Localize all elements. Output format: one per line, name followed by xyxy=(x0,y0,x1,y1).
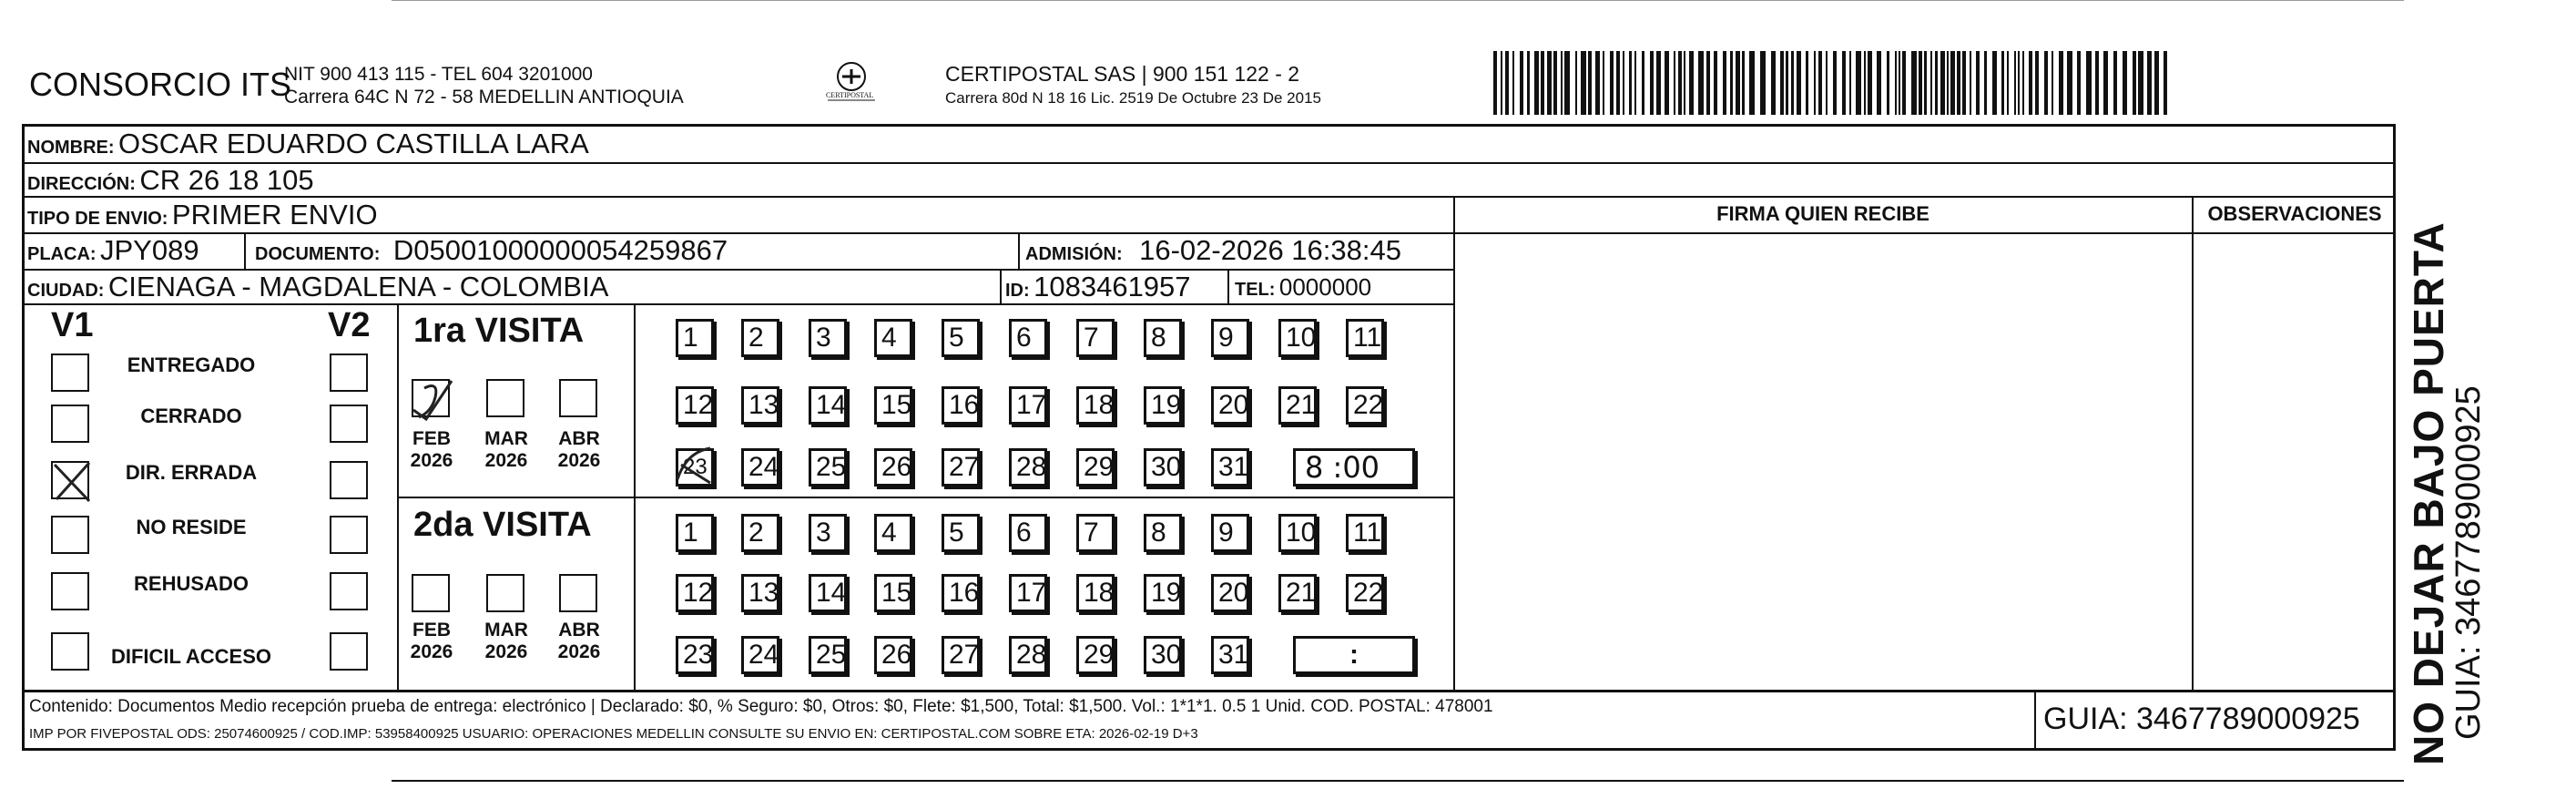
barcode-bar xyxy=(1527,51,1530,115)
nombre-value: OSCAR EDUARDO CASTILLA LARA xyxy=(118,128,589,159)
barcode-bar xyxy=(1742,51,1745,115)
barcode-bar xyxy=(2052,51,2053,115)
row-line xyxy=(24,303,1453,305)
v1-checkbox[interactable] xyxy=(51,572,89,610)
second-visit-title: 2da VISITA xyxy=(413,506,592,544)
barcode-bar xyxy=(1984,51,1987,115)
v1-header: V1 xyxy=(51,306,94,344)
barcode-bar xyxy=(1595,51,1600,115)
barcode-bar xyxy=(2154,51,2159,115)
day-box[interactable]: 28 xyxy=(1009,636,1047,674)
month-checkbox[interactable] xyxy=(412,574,450,612)
day-box[interactable]: 11 xyxy=(1346,514,1384,552)
handwritten-mark-day xyxy=(674,443,719,488)
month-name: FEB xyxy=(412,428,451,449)
month-label xyxy=(552,428,606,472)
month-checkbox[interactable] xyxy=(559,379,597,417)
barcode-bar xyxy=(1992,51,1997,115)
day-box[interactable]: 31 xyxy=(1211,448,1249,487)
day-box[interactable]: 10 xyxy=(1278,514,1317,552)
barcode-bar xyxy=(2138,51,2143,115)
barcode-bar xyxy=(1771,51,1776,115)
day-box[interactable]: 8 xyxy=(1144,514,1182,552)
barcode-bar xyxy=(1868,51,1872,115)
day-box[interactable]: 20 xyxy=(1211,574,1249,612)
direccion-row xyxy=(27,164,314,197)
direccion-label: DIRECCIÓN: xyxy=(27,174,136,194)
day-box[interactable]: 15 xyxy=(874,574,912,612)
handwritten-x-dir-errada xyxy=(49,459,95,505)
day-box[interactable]: 13 xyxy=(741,386,779,425)
month-label xyxy=(479,428,534,472)
barcode-bar xyxy=(1797,51,1801,115)
carrier-line1: CERTIPOSTAL SAS | 900 151 122 - 2 xyxy=(945,62,1300,86)
placa-cell xyxy=(27,234,199,267)
barcode-bar xyxy=(1534,51,1539,115)
barcode-bar xyxy=(2077,51,2081,115)
barcode-bar xyxy=(1940,51,1945,115)
day-box[interactable]: 9 xyxy=(1211,319,1249,357)
status-label: ENTREGADO xyxy=(127,354,256,376)
barcode-bar xyxy=(2164,51,2167,115)
day-box[interactable]: 21 xyxy=(1278,386,1317,425)
no-dejar-bajo-puerta: NO DEJAR BAJO PUERTA xyxy=(2405,221,2452,765)
col-line xyxy=(1000,269,1002,303)
barcode-bar xyxy=(1856,51,1861,115)
month-year: 2026 xyxy=(410,450,453,471)
barcode-bar xyxy=(1623,51,1624,115)
first-visit-time[interactable]: 8 :00 xyxy=(1293,448,1415,487)
barcode-bar xyxy=(1714,51,1717,115)
id-value: 1083461957 xyxy=(1033,271,1191,302)
barcode-bar xyxy=(1698,51,1704,115)
day-box[interactable]: 15 xyxy=(874,386,912,425)
logo-text: CERTIPOSTAL xyxy=(826,91,874,99)
nombre-label: NOMBRE: xyxy=(27,138,115,158)
day-box[interactable]: 30 xyxy=(1144,636,1182,674)
tipo-label: TIPO DE ENVIO: xyxy=(27,209,168,229)
barcode-bar xyxy=(1935,51,1938,115)
top-rule xyxy=(392,0,2404,1)
tipo-value: PRIMER ENVIO xyxy=(171,199,378,231)
day-box[interactable]: 1 xyxy=(676,514,714,552)
barcode-bar xyxy=(1902,51,1906,115)
day-box[interactable]: 11 xyxy=(1346,319,1384,357)
v1-checkbox[interactable] xyxy=(51,632,89,671)
barcode-bar xyxy=(1930,51,1932,115)
barcode-bar xyxy=(1564,51,1570,115)
barcode-bar xyxy=(1957,51,1960,115)
day-box[interactable]: 12 xyxy=(676,574,714,612)
month-year: 2026 xyxy=(484,450,528,471)
col-line xyxy=(1453,196,1455,690)
barcode-bar xyxy=(1581,51,1586,115)
day-box[interactable]: 16 xyxy=(942,386,980,425)
barcode-bar xyxy=(1575,51,1577,115)
barcode-bar xyxy=(2123,51,2127,115)
admision-value: 16-02-2026 16:38:45 xyxy=(1139,234,1401,266)
v2-checkbox[interactable] xyxy=(330,632,368,671)
day-box[interactable]: 6 xyxy=(1009,319,1047,357)
day-box[interactable]: 20 xyxy=(1211,386,1249,425)
documento-label: DOCUMENTO: xyxy=(255,244,381,264)
barcode-bar xyxy=(1947,51,1949,115)
side-guia: GUIA: 3467789000925 xyxy=(2449,385,2488,740)
barcode-bar xyxy=(2001,51,2004,115)
day-box[interactable]: 3 xyxy=(809,514,847,552)
guia-box-line xyxy=(2034,690,2036,751)
day-box[interactable]: 17 xyxy=(1009,386,1047,425)
barcode-bar xyxy=(1826,51,1828,115)
barcode-bar xyxy=(1791,51,1794,115)
status-label: NO RESIDE xyxy=(136,516,247,538)
barcode-bar xyxy=(1950,51,1955,115)
day-box[interactable]: 13 xyxy=(741,574,779,612)
company-name: CONSORCIO ITS xyxy=(29,66,292,103)
day-box[interactable]: 6 xyxy=(1009,514,1047,552)
month-label xyxy=(404,620,459,663)
barcode-bar xyxy=(1629,51,1632,115)
day-box[interactable]: 24 xyxy=(741,636,779,674)
barcode-bar xyxy=(2044,51,2048,115)
id-cell xyxy=(1005,271,1191,303)
day-box[interactable]: 28 xyxy=(1009,448,1047,487)
month-label xyxy=(552,620,606,663)
barcode-bar xyxy=(1780,51,1784,115)
footer-line xyxy=(24,690,2394,692)
v2-header: V2 xyxy=(328,306,371,344)
month-name: MAR xyxy=(484,620,528,640)
v2-checkbox[interactable] xyxy=(330,461,368,499)
barcode-bar xyxy=(1547,51,1552,115)
day-box[interactable]: 26 xyxy=(874,448,912,487)
day-box[interactable]: 21 xyxy=(1278,574,1317,612)
barcode-bar xyxy=(1706,51,1710,115)
month-checkbox[interactable] xyxy=(559,574,597,612)
tel-cell xyxy=(1235,273,1371,302)
day-box[interactable]: 25 xyxy=(809,448,847,487)
barcode-bar xyxy=(1665,51,1669,115)
carrier-line2: Carrera 80d N 18 16 Lic. 2519 De Octubre 23 De 2015 xyxy=(945,89,1321,107)
month-name: ABR xyxy=(558,428,600,449)
tipo-row xyxy=(27,199,378,231)
barcode-bar xyxy=(1656,51,1661,115)
row-line xyxy=(24,196,2394,198)
barcode-bar xyxy=(1818,51,1822,115)
day-box[interactable]: 24 xyxy=(741,448,779,487)
barcode-bar xyxy=(2014,51,2016,115)
col-line xyxy=(2192,196,2194,690)
barcode-bar xyxy=(1603,51,1604,115)
barcode-bar xyxy=(1588,51,1592,115)
barcode-bar xyxy=(1689,51,1694,115)
barcode-bar xyxy=(1736,51,1740,115)
v1-checkbox[interactable] xyxy=(51,354,89,392)
month-label xyxy=(404,428,459,472)
footer-print-info: IMP POR FIVEPOSTAL ODS: 25074600925 / COD.IMP: 53958400925 USUARIO: OPERACIONES MEDELLIN CONSULTE SU ENVIO EN: CERTIPOSTAL.COM SOBRE ETA: 2026-02-19 D+3 xyxy=(29,726,1198,742)
barcode-bar xyxy=(1887,51,1889,115)
barcode-bar xyxy=(2018,51,2020,115)
barcode-bar xyxy=(1616,51,1620,115)
placa-value: JPY089 xyxy=(100,234,199,266)
month-year: 2026 xyxy=(557,450,601,471)
v2-checkbox[interactable] xyxy=(330,354,368,392)
company-line2: Carrera 64C N 72 - 58 MEDELLIN ANTIOQUIA xyxy=(284,87,684,108)
barcode-bar xyxy=(1924,51,1927,115)
barcode-bar xyxy=(1678,51,1682,115)
month-name: FEB xyxy=(412,620,451,640)
day-box[interactable]: 19 xyxy=(1144,386,1182,425)
v2-checkbox[interactable] xyxy=(330,405,368,443)
day-box[interactable]: 5 xyxy=(942,319,980,357)
month-name: ABR xyxy=(558,620,600,640)
barcode-bar xyxy=(1877,51,1881,115)
day-box[interactable]: 23 xyxy=(676,448,714,487)
ciudad-cell xyxy=(27,271,608,303)
barcode-bar xyxy=(1749,51,1755,115)
day-box[interactable]: 8 xyxy=(1144,319,1182,357)
company-line1: NIT 900 413 115 - TEL 604 3201000 xyxy=(284,64,593,85)
day-box[interactable]: 19 xyxy=(1144,574,1182,612)
v1-checkbox[interactable] xyxy=(51,516,89,554)
bottom-rule xyxy=(392,780,2404,782)
barcode-bar xyxy=(2147,51,2152,115)
day-box[interactable]: 9 xyxy=(1211,514,1249,552)
day-box[interactable]: 12 xyxy=(676,386,714,425)
barcode-bar xyxy=(2007,51,2009,115)
status-label: CERRADO xyxy=(140,405,242,427)
month-checkbox[interactable] xyxy=(486,379,524,417)
day-box[interactable]: 14 xyxy=(809,574,847,612)
day-box[interactable]: 2 xyxy=(741,319,779,357)
barcode xyxy=(1493,51,2172,115)
ciudad-value: CIENAGA - MAGDALENA - COLOMBIA xyxy=(107,271,609,302)
barcode-bar xyxy=(1512,51,1514,115)
tel-label: TEL: xyxy=(1235,280,1276,300)
day-box[interactable]: 25 xyxy=(809,636,847,674)
barcode-bar xyxy=(1561,51,1563,115)
id-label: ID: xyxy=(1005,281,1030,301)
barcode-bar xyxy=(1833,51,1837,115)
barcode-bar xyxy=(2059,51,2063,115)
day-box[interactable]: 3 xyxy=(809,319,847,357)
barcode-bar xyxy=(1970,51,1971,115)
barcode-bar xyxy=(1520,51,1523,115)
v2-checkbox[interactable] xyxy=(330,516,368,554)
day-box[interactable]: 2 xyxy=(741,514,779,552)
barcode-bar xyxy=(1553,51,1557,115)
admision-cell xyxy=(1025,234,1401,267)
barcode-bar xyxy=(1786,51,1788,115)
barcode-bar xyxy=(2103,51,2108,115)
second-visit-time[interactable]: : xyxy=(1293,636,1415,674)
v1-checkbox[interactable] xyxy=(51,405,89,443)
barcode-bar xyxy=(2086,51,2092,115)
barcode-bar xyxy=(1505,51,1509,115)
firma-header: FIRMA QUIEN RECIBE xyxy=(1716,202,1929,225)
barcode-bar xyxy=(2067,51,2072,115)
day-box[interactable]: 17 xyxy=(1009,574,1047,612)
day-box[interactable]: 29 xyxy=(1076,636,1115,674)
barcode-bar xyxy=(2035,51,2039,115)
barcode-bar xyxy=(1814,51,1816,115)
day-box[interactable]: 22 xyxy=(1346,386,1384,425)
barcode-bar xyxy=(2113,51,2117,115)
barcode-bar xyxy=(1849,51,1851,115)
month-name: MAR xyxy=(484,428,528,449)
footer-guia: GUIA: 3467789000925 xyxy=(2043,702,2360,736)
day-box[interactable]: 29 xyxy=(1076,448,1115,487)
barcode-bar xyxy=(1806,51,1808,115)
barcode-bar xyxy=(1976,51,1980,115)
day-box[interactable]: 30 xyxy=(1144,448,1182,487)
barcode-bar xyxy=(1650,51,1654,115)
day-box[interactable]: 7 xyxy=(1076,514,1115,552)
row-line xyxy=(24,162,2394,164)
visit-divider xyxy=(397,497,1453,498)
first-visit-title: 1ra VISITA xyxy=(413,312,585,350)
barcode-bar xyxy=(1919,51,1922,115)
month-year: 2026 xyxy=(410,641,453,662)
ciudad-label: CIUDAD: xyxy=(27,281,105,301)
day-box[interactable]: 4 xyxy=(874,514,912,552)
barcode-bar xyxy=(1501,51,1502,115)
tel-value: 0000000 xyxy=(1278,273,1372,301)
status-label: DIR. ERRADA xyxy=(125,461,258,484)
barcode-bar xyxy=(2095,51,2099,115)
col-line xyxy=(1018,232,1020,269)
documento-value: D05001000000054259867 xyxy=(392,234,728,266)
barcode-bar xyxy=(1899,51,1900,115)
day-box[interactable]: 26 xyxy=(874,636,912,674)
placa-label: PLACA: xyxy=(27,244,97,264)
barcode-bar xyxy=(2029,51,2032,115)
barcode-bar xyxy=(1674,51,1675,115)
day-box[interactable]: 27 xyxy=(942,448,980,487)
month-year: 2026 xyxy=(557,641,601,662)
month-label xyxy=(479,620,534,663)
day-box[interactable]: 31 xyxy=(1211,636,1249,674)
barcode-bar xyxy=(1962,51,1966,115)
nombre-row xyxy=(27,128,589,160)
barcode-bar xyxy=(2022,51,2024,115)
status-label: DIFICIL ACCESO xyxy=(110,645,271,668)
day-box[interactable]: 14 xyxy=(809,386,847,425)
barcode-bar xyxy=(1760,51,1766,115)
day-box[interactable]: 23 xyxy=(676,636,714,674)
barcode-bar xyxy=(1684,51,1685,115)
day-box[interactable]: 16 xyxy=(942,574,980,612)
status-label: REHUSADO xyxy=(134,572,249,595)
day-box[interactable]: 7 xyxy=(1076,319,1115,357)
direccion-value: CR 26 18 105 xyxy=(139,164,314,196)
col-line xyxy=(1227,269,1229,303)
barcode-bar xyxy=(1610,51,1614,115)
day-box[interactable]: 10 xyxy=(1278,319,1317,357)
barcode-bar xyxy=(1723,51,1726,115)
month-checkbox[interactable] xyxy=(486,574,524,612)
day-box[interactable]: 27 xyxy=(942,636,980,674)
barcode-bar xyxy=(1864,51,1866,115)
certipostal-logo xyxy=(824,60,879,111)
col-line xyxy=(244,232,246,269)
day-box[interactable]: 4 xyxy=(874,319,912,357)
day-box[interactable]: 22 xyxy=(1346,574,1384,612)
day-box[interactable]: 1 xyxy=(676,319,714,357)
documento-cell xyxy=(255,234,728,267)
barcode-bar xyxy=(1634,51,1636,115)
row-line xyxy=(1455,232,2394,234)
barcode-bar xyxy=(1730,51,1733,115)
barcode-bar xyxy=(1842,51,1846,115)
barcode-bar xyxy=(1541,51,1544,115)
barcode-bar xyxy=(2133,51,2136,115)
footer-content: Contenido: Documentos Medio recepción prueba de entrega: electrónico | Declarado: $0, % Seguro: $0, Otros: $0, Flete: $1,500, Total: $1,500. Vol.: 1*1*1. 0.5 1 Unid. COD. POSTAL: 478001 xyxy=(29,697,1493,716)
admision-label: ADMISIÓN: xyxy=(1025,244,1123,264)
month-year: 2026 xyxy=(484,641,528,662)
barcode-bar xyxy=(1911,51,1917,115)
barcode-bar xyxy=(1493,51,1497,115)
v2-checkbox[interactable] xyxy=(330,572,368,610)
day-box[interactable]: 18 xyxy=(1076,386,1115,425)
day-box[interactable]: 5 xyxy=(942,514,980,552)
handwritten-check-feb xyxy=(408,375,463,426)
day-box[interactable]: 18 xyxy=(1076,574,1115,612)
observaciones-header: OBSERVACIONES xyxy=(2207,202,2382,225)
barcode-bar xyxy=(1895,51,1897,115)
barcode-bar xyxy=(1642,51,1644,115)
